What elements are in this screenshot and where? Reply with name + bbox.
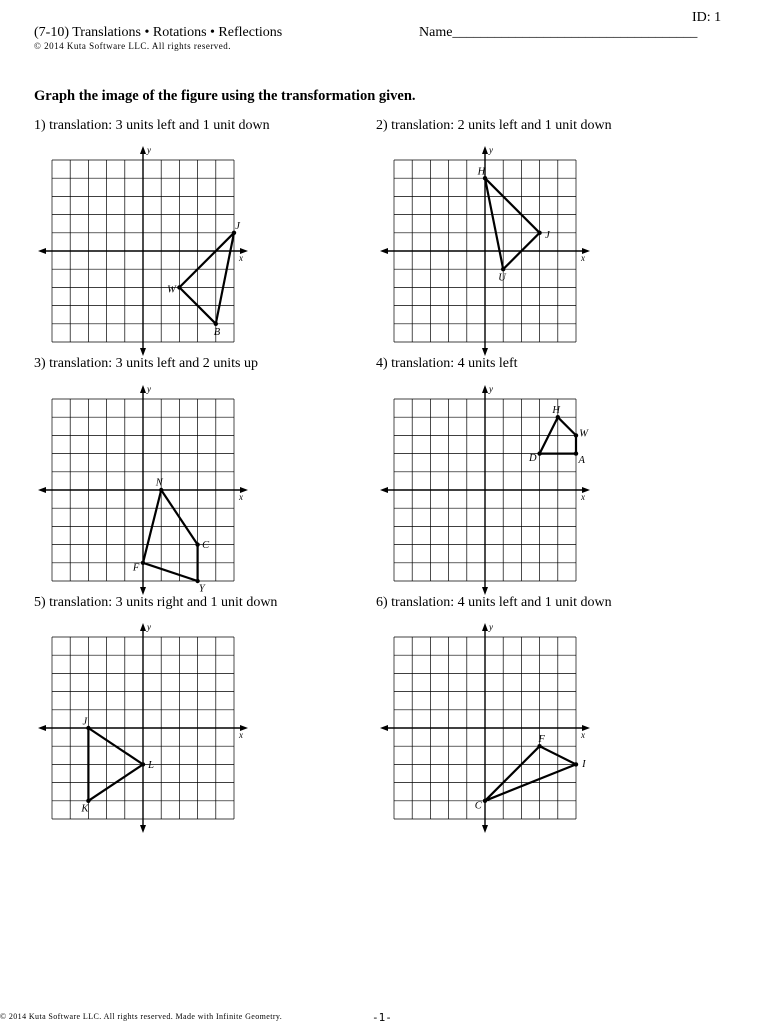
vertex-point (537, 451, 541, 455)
axis-arrow (380, 248, 388, 254)
instructions: Graph the image of the figure using the transformation given. (34, 88, 416, 104)
axis-arrow (482, 146, 488, 154)
vertex-label: U (498, 272, 506, 284)
axis-arrow (38, 725, 46, 731)
worksheet-title: (7-10) Translations • Rotations • Reflections (34, 25, 283, 40)
problem-number: 3) (34, 356, 46, 371)
problem-6-label (376, 595, 612, 611)
vertex-label: C (474, 800, 482, 812)
problem-text: translation: 2 units left and 1 unit down (391, 118, 612, 133)
vertex-point (537, 231, 541, 235)
figure-polygon (485, 178, 540, 269)
vertex-label: L (148, 759, 154, 771)
vertex-point (501, 267, 505, 271)
vertex-point (177, 285, 181, 289)
worksheet-id: ID: 1 (692, 10, 722, 25)
figure-polygon (485, 746, 576, 801)
axis-arrow (482, 825, 488, 833)
axis-arrow (482, 385, 488, 393)
vertex-label: B (213, 327, 221, 339)
vertex-label: N (155, 477, 163, 489)
vertex-label: J (545, 229, 550, 241)
vertex-point (483, 799, 487, 803)
problem-number: 4) (376, 356, 388, 371)
y-axis-label: y (489, 384, 493, 394)
x-axis-label: x (239, 730, 243, 740)
y-axis-label: y (489, 622, 493, 632)
problem-3-graph (33, 385, 253, 595)
vertex-label: I (582, 758, 586, 770)
vertex-label: C (202, 540, 210, 552)
axis-arrow (38, 487, 46, 493)
x-axis-label: x (581, 730, 585, 740)
axis-arrow (482, 348, 488, 356)
problem-number: 1) (34, 118, 46, 133)
problem-6-graph (375, 623, 595, 833)
vertex-point (86, 799, 90, 803)
page-number: -1- (372, 1011, 392, 1024)
x-axis-label: x (581, 492, 585, 502)
axis-arrow (140, 146, 146, 154)
vertex-label: F (538, 733, 545, 745)
y-axis-label: y (147, 622, 151, 632)
vertex-point (141, 561, 145, 565)
problem-text: translation: 3 units left and 1 unit down (49, 118, 270, 133)
problem-1-label (34, 118, 270, 134)
problem-text: translation: 4 units left (391, 356, 518, 371)
vertex-label: D (528, 453, 537, 465)
figure-polygon (143, 490, 198, 581)
axis-arrow (140, 348, 146, 356)
problem-number: 2) (376, 118, 388, 133)
vertex-label: H (477, 166, 486, 178)
vertex-point (195, 542, 199, 546)
problem-2-graph (375, 146, 595, 356)
problem-3-label (34, 356, 258, 372)
vertex-label: H (552, 404, 561, 416)
y-axis-label: y (147, 384, 151, 394)
axis-arrow (380, 487, 388, 493)
vertex-point (141, 762, 145, 766)
y-axis-label: y (489, 145, 493, 155)
axis-arrow (140, 385, 146, 393)
axis-arrow (38, 248, 46, 254)
x-axis-label: x (239, 253, 243, 263)
copyright-notice: © 2014 Kuta Software LLC. All rights reserved. (34, 41, 232, 51)
axis-arrow (482, 587, 488, 595)
vertex-point (574, 762, 578, 766)
problem-number: 6) (376, 595, 388, 610)
vertex-point (214, 322, 218, 326)
problem-4-label (376, 356, 518, 372)
x-axis-label: x (239, 492, 243, 502)
name-field: Name___________________________________ (419, 25, 698, 40)
vertex-label: W (167, 284, 176, 296)
vertex-label: W (579, 428, 588, 440)
axis-arrow (140, 623, 146, 631)
axis-arrow (482, 623, 488, 631)
problem-5-label (34, 595, 277, 611)
vertex-label: K (81, 803, 89, 815)
axis-arrow (140, 825, 146, 833)
problem-5-graph (33, 623, 253, 833)
vertex-label: A (578, 454, 585, 466)
problem-text: translation: 4 units left and 1 unit down (391, 595, 612, 610)
vertex-label: Y (198, 583, 205, 595)
footer-text: © 2014 Kuta Software LLC. All rights reserved. Made with Infinite Geometry. (0, 1012, 283, 1021)
axis-arrow (140, 587, 146, 595)
problem-text: translation: 3 units left and 2 units up (49, 356, 258, 371)
problem-4-graph (375, 385, 595, 595)
problem-number: 5) (34, 595, 46, 610)
vertex-point (574, 433, 578, 437)
figure-polygon (179, 233, 234, 324)
x-axis-label: x (581, 253, 585, 263)
vertex-label: F (132, 562, 140, 574)
y-axis-label: y (147, 145, 151, 155)
vertex-label: J (82, 716, 88, 728)
problem-2-label (376, 118, 612, 134)
vertex-label: J (235, 221, 240, 233)
problem-text: translation: 3 units right and 1 unit down (49, 595, 278, 610)
axis-arrow (380, 725, 388, 731)
problem-1-graph (33, 146, 253, 356)
